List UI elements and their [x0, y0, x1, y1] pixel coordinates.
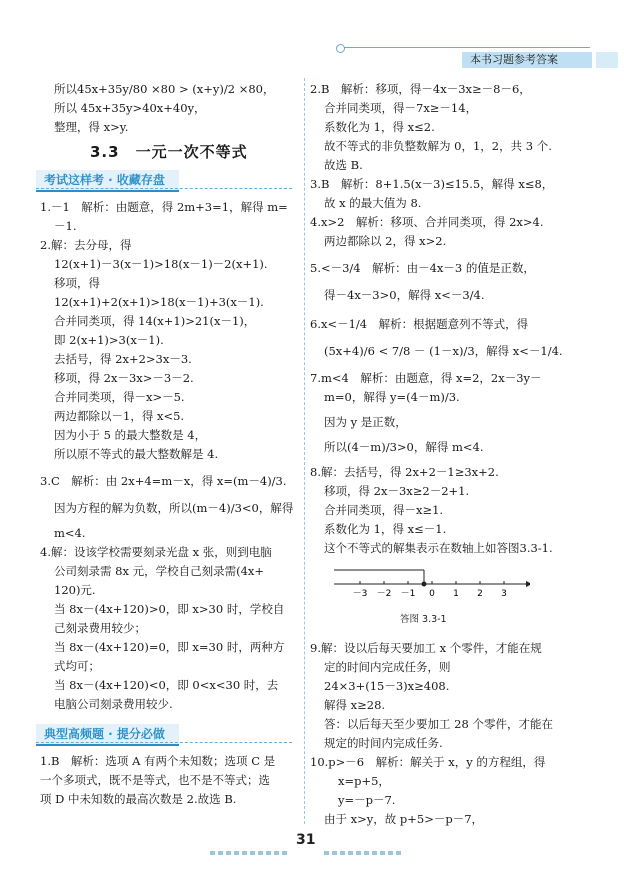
answer-line: 2.解：去分母，得	[40, 238, 132, 252]
answer-line: 当 8x－(4x+120)>0，即 x>30 时，学校自	[54, 602, 285, 616]
answer-line: 两边都除以－1，得 x<5.	[54, 409, 185, 423]
answer-line: 答：以后每天至少要加工 28 个零件，才能在	[324, 717, 553, 731]
answer-line: 合并同类项，得 14(x+1)>21(x－1)，	[54, 314, 256, 328]
answer-line: m<4.	[54, 526, 86, 540]
answer-line: 故 x 的最大值为 8.	[324, 196, 422, 210]
answer-line: 合并同类项，得－x>－5.	[54, 390, 185, 404]
answer-line: 电脑公司刻录费用较少.	[54, 697, 173, 711]
answer-line: 公司刻录需 8x 元，学校自己刻录需(4x+	[54, 564, 265, 578]
footer-dots-right	[324, 840, 404, 845]
answer-line: m=0，解得 y=(4－m)/3.	[324, 390, 460, 404]
tick-label: 3	[501, 589, 507, 599]
answer-line: y=－p－7.	[338, 793, 396, 807]
tick-label: －1	[400, 589, 416, 599]
answer-line: 即 2(x+1)>3(x－1).	[54, 333, 164, 347]
answer-line: 2.B 解析：移项，得－4x－3x≥－8－6，	[310, 82, 531, 96]
answer-line: 式均可；	[54, 659, 100, 673]
number-line-figure	[330, 562, 530, 610]
header-bar	[596, 52, 618, 68]
answer-line: 3.C 解析：由 2x+4=m－x，得 x=(m－4)/3.	[40, 474, 287, 488]
axis-arrow	[526, 581, 530, 587]
answer-line: 8.解：去括号，得 2x+2－1≥3x+2.	[310, 465, 499, 479]
column-divider	[304, 78, 305, 824]
intro-line: 所以45x+35y/80 ×80 > (x+y)/2 ×80，	[54, 82, 275, 96]
tick-label: 0	[429, 589, 435, 599]
answer-line: 9.解：设以后每天要加工 x 个零件，才能在规	[310, 641, 542, 655]
answer-line: 1.B 解析：选项 A 有两个未知数；选项 C 是	[40, 754, 276, 768]
answer-line: 合并同类项，得－x≥1.	[324, 503, 444, 517]
answer-line: 两边都除以 2，得 x>2.	[324, 234, 447, 248]
answer-line: 120)元.	[54, 583, 96, 597]
answer-line: 10.p>－6 解析：解关于 x，y 的方程组，得	[310, 755, 546, 769]
answer-line: 所以原不等式的最大整数解是 4.	[54, 447, 219, 461]
answer-line: －1.	[54, 219, 77, 233]
tick-label: 1	[453, 589, 459, 599]
answer-line: 合并同类项，得－7x≥－14，	[324, 101, 478, 115]
answer-line: x=p+5，	[338, 774, 390, 788]
answer-line: 当 8x－(4x+120)<0，即 0<x<30 时，去	[54, 678, 279, 692]
answer-line: 因为 y 是正数，	[324, 415, 407, 429]
answer-line: 12(x+1)－3(x－1)>18(x－1)－2(x+1).	[54, 257, 268, 271]
answer-line: 所以(4－m)/3>0，解得 m<4.	[324, 440, 484, 454]
answer-line: 系数化为 1，得 x≤2.	[324, 120, 435, 134]
page-number: 31	[296, 832, 316, 848]
intro-line: 所以 45x+35y>40x+40y，	[54, 101, 206, 115]
answer-line: 因为小于 5 的最大整数是 4，	[54, 428, 207, 442]
answer-line: 得－4x－3>0，解得 x<－3/4.	[324, 288, 485, 302]
answer-line: 12(x+1)+2(x+1)>18(x－1)+3(x－1).	[54, 295, 264, 309]
tick-label: 2	[477, 589, 483, 599]
tick-label: －3	[352, 589, 368, 599]
banner-frequent	[36, 724, 290, 744]
header-rule	[340, 47, 590, 48]
answer-line: 当 8x－(4x+120)=0，即 x=30 时，两种方	[54, 640, 285, 654]
answer-line: 由于 x>y，故 p+5>－p－7，	[324, 812, 484, 826]
answer-line: 因为方程的解为负数，所以(m－4)/3<0，解得	[54, 501, 294, 515]
answer-line: 故选 B.	[324, 158, 363, 172]
answer-line: 故不等式的非负整数解为 0，1，2，共 3 个.	[324, 139, 552, 153]
header-title: 本书习题参考答案	[470, 53, 558, 66]
answer-line: 解得 x≥28.	[324, 698, 386, 712]
answer-line: 去括号，得 2x+2>3x－3.	[54, 352, 192, 366]
answer-line: 4.解：设该学校需要刻录光盘 x 张，则到电脑	[40, 545, 272, 559]
answer-line: 移项，得 2x－3x≥2－2+1.	[324, 484, 470, 498]
left-column	[40, 80, 294, 809]
answer-line: 3.B 解析：8+1.5(x－3)≤15.5，解得 x≤8，	[310, 177, 554, 191]
right-column	[310, 80, 578, 829]
answer-line: 定的时间内完成任务，则	[324, 660, 451, 674]
banner-label: 典型高频题 · 提分必做	[36, 724, 179, 746]
intro-line: 整理，得 x>y.	[54, 120, 129, 134]
answer-line: 7.m<4 解析：由题意，得 x=2，2x－3y－	[310, 371, 542, 385]
answer-line: 移项，得 2x－3x>－3－2.	[54, 371, 194, 385]
answer-line: 24×3+(15－3)x≥408.	[324, 679, 450, 693]
answer-line: 己刻录费用较少；	[54, 621, 146, 635]
answer-line: 移项，得	[54, 276, 100, 290]
answer-line: 5.<－3/4 解析：由－4x－3 的值是正数，	[310, 261, 535, 275]
figure-caption: 答图 3.3-1	[400, 614, 447, 625]
section-title: 3.3 一元一次不等式	[90, 143, 248, 161]
answer-line: (5x+4)/6 < 7/8 － (1－x)/3，解得 x<－1/4.	[324, 344, 563, 358]
footer-dots-left	[210, 840, 290, 845]
answer-line: 4.x>2 解析：移项、合并同类项，得 2x>4.	[310, 215, 544, 229]
header-dot	[336, 44, 345, 53]
banner-label: 考试这样考 · 收藏存盘	[36, 170, 179, 192]
page-footer	[0, 832, 624, 852]
banner-rule	[36, 188, 292, 189]
answer-line: 规定的时间内完成任务.	[324, 736, 443, 750]
answer-line: 1.－1 解析：由题意，得 2m+3=1，解得 m=	[40, 200, 288, 214]
banner-rule	[36, 742, 292, 743]
number-line-svg	[330, 562, 530, 602]
answer-line: 一个多项式，既不是等式，也不是不等式；选	[40, 773, 270, 787]
answer-line: 项 D 中未知数的最高次数是 2.故选 B.	[40, 792, 237, 806]
banner-exam	[36, 170, 290, 190]
solution-point	[422, 582, 427, 587]
answer-line: 这个不等式的解集表示在数轴上如答图3.3-1.	[324, 541, 553, 555]
tick-label: －2	[376, 589, 392, 599]
answer-line: 系数化为 1，得 x≤－1.	[324, 522, 447, 536]
answer-line: 6.x<－1/4 解析：根据题意列不等式，得	[310, 317, 529, 331]
